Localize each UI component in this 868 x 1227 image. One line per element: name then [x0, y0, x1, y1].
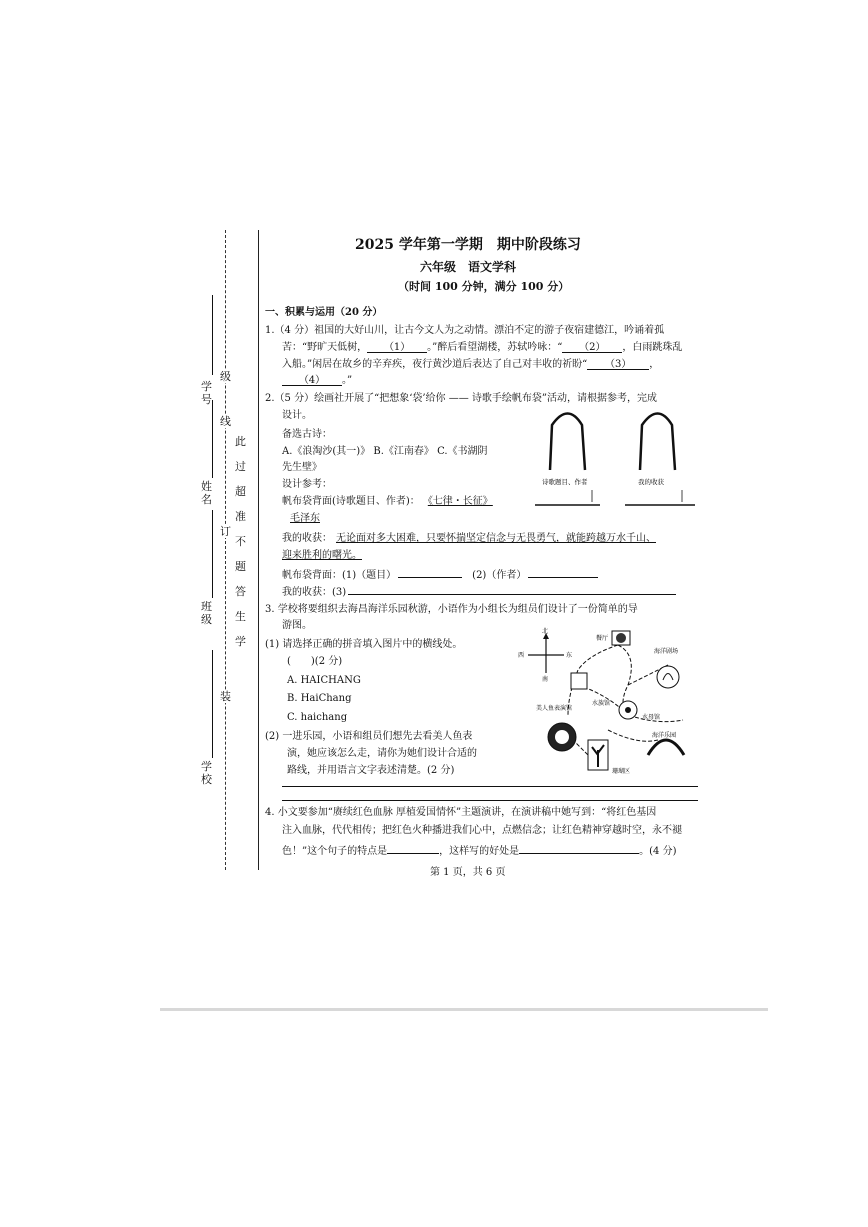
svg-text:美人鱼表演馆: 美人鱼表演馆 — [536, 705, 573, 712]
dashed-cut-line — [225, 230, 226, 870]
bag-front — [535, 414, 600, 506]
svg-text:东: 东 — [566, 652, 573, 659]
q2-options: A.《浪淘沙(其一)》 B.《江南春》 C.《书湖阴 — [282, 446, 488, 457]
warn-char: 超 — [235, 485, 246, 498]
q1-line1: 1.（4 分）祖国的大好山川，让古今文人为之动情。漂泊不定的游子夜宿建德江，吟诵着孤 — [265, 325, 665, 336]
q2-back-line: 帆布袋背面(诗歌题目、作者)： 《七律・长征》 — [282, 495, 523, 509]
bag-front-text: 诗歌题目、作者 — [542, 478, 588, 486]
blank-name[interactable] — [212, 400, 213, 478]
q3-answer-line-2[interactable] — [282, 800, 698, 801]
blank-school[interactable] — [212, 650, 213, 758]
warn-char: 学 — [235, 635, 246, 648]
grade-subject: 六年级 语文学科 — [420, 260, 517, 274]
blank-class[interactable] — [212, 510, 213, 598]
svg-text:餐厅: 餐厅 — [596, 635, 609, 642]
q3-sub1-paren[interactable]: ( )(2 分) — [287, 656, 343, 667]
svg-text:水族馆: 水族馆 — [592, 700, 611, 707]
q4-blank-benefit[interactable] — [519, 842, 639, 854]
q3-line1: 3. 学校将要组织去海昌海洋乐园秋游，小语作为小组长为组员们设计了一份简单的导 — [265, 604, 638, 615]
q2-options-2: 先生壁》 — [282, 462, 322, 473]
q4-line2: 注入血脉，代代相传；把红色火种播进我们心中，点燃信念；让红色精神穿越时空，永不褪 — [282, 825, 682, 836]
q2-poems-label: 备选古诗： — [282, 429, 332, 440]
q3-sub2-line3: 路线，并用语言文字表述清楚。(2 分) — [287, 765, 455, 776]
svg-text:海洋乐园: 海洋乐园 — [652, 732, 677, 739]
warn-char: 不 — [235, 535, 246, 548]
warn-char: 答 — [235, 585, 246, 598]
q1-blank-3[interactable]: （3） — [587, 358, 649, 370]
compass-icon — [518, 627, 572, 683]
page-divider — [160, 1008, 768, 1011]
blank-student-id[interactable] — [212, 295, 213, 375]
q4-line3: 色！”这个句子的特点是 ，这样写的好处是 。(4 分) — [282, 842, 676, 859]
q1-blank-1[interactable]: （1） — [367, 341, 427, 353]
warn-char: 过 — [235, 460, 246, 473]
q3-option-b[interactable]: B. HaiChang — [287, 693, 352, 704]
q3-sub1: (1) 请选择正确的拼音填入图片中的横线处。 — [265, 639, 463, 650]
svg-text:水母馆: 水母馆 — [642, 714, 661, 721]
q2-blank-title[interactable] — [398, 566, 462, 578]
cut-char-ding: 订 — [220, 525, 231, 538]
q1-blank-2[interactable]: （2） — [562, 341, 622, 353]
svg-text:珊瑚区: 珊瑚区 — [612, 768, 631, 775]
svg-text:南: 南 — [542, 676, 549, 683]
canvas-bags-illustration — [530, 410, 705, 510]
q3-line2: 游图。 — [282, 620, 312, 631]
aquarium-icon — [571, 673, 587, 689]
q2-answer-gain: 我的收获：(3) — [282, 583, 676, 600]
q4-blank-feature[interactable] — [387, 842, 439, 854]
q1-text: 。”醉后看望湖楼，苏轼吟咏：“ — [427, 342, 563, 353]
cut-char-zhuang: 装 — [220, 690, 231, 703]
label-class: 班级 — [201, 600, 212, 626]
svg-text:北: 北 — [542, 628, 549, 635]
bag-back — [625, 414, 695, 506]
q1-text: ，白雨跳珠乱 — [622, 342, 683, 353]
q2-line2: 设计。 — [282, 410, 312, 421]
page-number: 第 1 页，共 6 页 — [430, 867, 506, 878]
q2-gain-value: 无论面对多大困难，只要怀揣坚定信念与无畏勇气，就能跨越万水千山、 — [336, 533, 656, 544]
label-student-id: 学号 — [201, 380, 212, 406]
margin-solid-line — [258, 230, 259, 870]
warn-char: 此 — [235, 435, 246, 448]
q2-back-value: 《七律・长征》 — [427, 496, 493, 507]
q2-design-ref: 设计参考： — [282, 479, 332, 490]
svg-text:海洋剧场: 海洋剧场 — [654, 648, 679, 655]
q2-author: 毛泽东 — [290, 513, 320, 524]
q3-option-c[interactable]: C. haichang — [287, 712, 348, 723]
q1-line2 — [282, 341, 682, 355]
label-name: 姓名 — [201, 480, 212, 506]
q1-text: 入船。”闲居在故乡的辛弃疾，夜行黄沙道后表达了自己对丰收的祈盼“ — [282, 359, 588, 370]
q1-text: 苦：“野旷天低树， — [282, 342, 368, 353]
tour-map — [508, 625, 708, 785]
q1-blank-4[interactable]: （4） — [282, 374, 342, 386]
q1-line4 — [282, 374, 352, 388]
warn-char: 准 — [235, 510, 246, 523]
q3-sub2-line1: (2) 一进乐园，小语和组员们想先去看美人鱼表 — [265, 731, 473, 742]
binding-margin — [180, 230, 260, 870]
label-school: 学校 — [201, 760, 212, 786]
q3-answer-line-1[interactable] — [282, 786, 698, 787]
q2-blank-gain[interactable] — [348, 583, 676, 595]
q1-text: ， — [649, 359, 660, 370]
q4-line1: 4. 小文要参加“赓续红色血脉 厚植爱国情怀”主题演讲，在演讲稿中她写到：“将红色基因 — [265, 807, 657, 818]
warn-char: 题 — [235, 560, 246, 573]
ocean-park-icon — [648, 740, 684, 755]
warn-char: 生 — [235, 610, 246, 623]
q3-option-a[interactable]: A. HAICHANG — [287, 675, 361, 686]
section-heading: 一、积累与运用（20 分） — [265, 307, 383, 318]
cut-char-line: 线 — [220, 415, 231, 428]
q2-blank-author[interactable] — [528, 566, 598, 578]
svg-text:西: 西 — [518, 652, 525, 659]
q2-answer-line: 帆布袋背面：(1)（题目） (2)（作者） — [282, 566, 598, 583]
q1-line3 — [282, 358, 659, 372]
cut-char-grade: 级 — [220, 370, 231, 383]
sea-theater-icon — [657, 666, 679, 688]
q2-gain-value-2: 迎来胜利的曙光。 — [282, 550, 362, 561]
time-score: （时间 100 分钟，满分 100 分） — [398, 280, 570, 293]
q2-gain-line: 我的收获： 无论面对多大困难，只要怀揣坚定信念与无畏勇气，就能跨越万水千山、 — [282, 533, 656, 544]
q3-sub2-line2: 演，她应该怎么走，请你为她们设计合适的 — [287, 748, 477, 759]
page-title: 2025 学年第一学期 期中阶段练习 — [355, 237, 581, 253]
q2-line1: 2.（5 分）绘画社开展了“把想象‘袋’给你 —— 诗歌手绘帆布袋”活动，请根据参考，完成 — [265, 393, 658, 404]
bag-back-text: 我的收获 — [638, 478, 664, 486]
q1-text: 。” — [342, 375, 353, 386]
